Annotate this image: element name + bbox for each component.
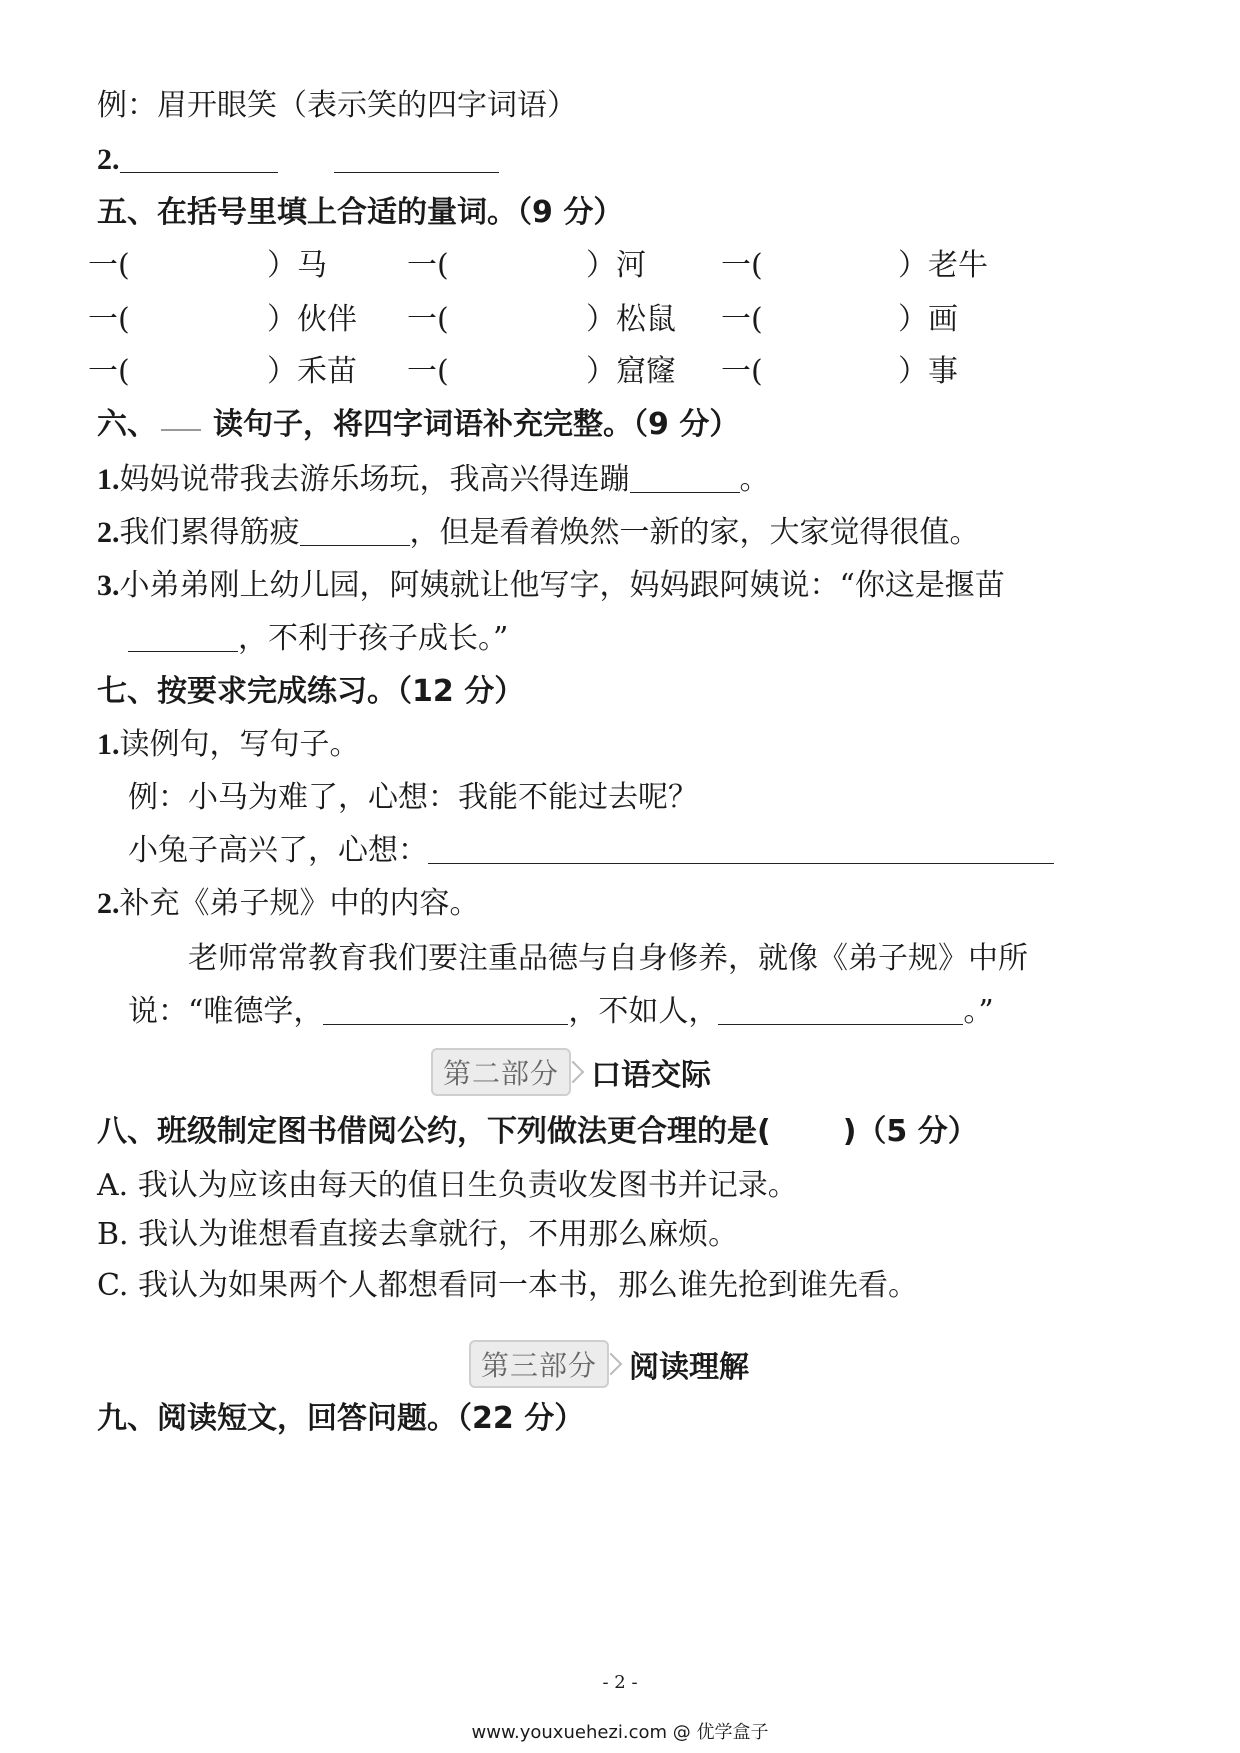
measure-open: 一( [721,248,763,283]
measure-answer: ）伙伴 [267,302,357,337]
section-5-heading: 五、在括号里填上合适的量词。（9 分） [97,195,624,230]
answer-blank[interactable] [128,622,238,652]
section-6-item-2 [97,513,980,553]
item-text-end: 。 [739,462,770,497]
item-text: 说：“唯德学， [128,994,324,1029]
measure-answer: ）老牛 [898,248,988,283]
measure-answer: ）马 [267,248,327,283]
answer-line[interactable] [428,834,1054,864]
item-text-end: 。” [963,994,994,1029]
section-7-q2 [97,884,480,924]
item-2-line [97,140,499,180]
part-2-title: 口语交际 [591,1058,712,1093]
reading-icon [161,421,201,431]
item-text: 小弟弟刚上幼儿园，阿姨就让他写字，妈妈跟阿姨说：“你这是揠苗 [119,568,1005,603]
item-text: 小兔子高兴了，心想： [128,833,428,868]
section-7-q1-example: 例：小马为难了，心想：我能不能过去呢？ [128,780,698,815]
item-text-end: ，但是看着焕然一新的家，大家觉得很值。 [409,515,980,550]
item-text-end: ，不利于孩子成长。” [238,621,509,656]
section-7-heading: 七、按要求完成练习。（12 分） [97,674,525,709]
item-number: 2. [97,887,120,920]
answer-blank[interactable] [300,516,410,546]
part-2-badge: 第二部分 [431,1048,571,1096]
item-number: 1. [97,463,120,496]
section-6-item-3 [97,566,1005,606]
answer-blank[interactable] [323,995,568,1025]
item-number: 1. [97,728,120,761]
section-7-q2-fill [128,992,994,1032]
measure-open: 一( [407,354,449,389]
answer-blank[interactable] [718,995,963,1025]
item-text: 读例句，写句子。 [119,727,360,762]
option-a[interactable]: A. 我认为应该由每天的值日生负责收发图书并记录。 [97,1168,798,1203]
section-9-heading: 九、阅读短文，回答问题。（22 分） [97,1401,585,1436]
item-2-number: 2. [97,143,120,176]
section-7-q1 [97,725,360,765]
footer-url: www.youxuehezi.com @ 优学盒子 [471,1722,769,1743]
section-8-heading-text: 八、班级制定图书借阅公约，下列做法更合理的是( [97,1114,771,1149]
measure-open: 一( [88,248,130,283]
answer-blank-1[interactable] [120,143,278,173]
part-3-section-banner [469,1340,749,1388]
measure-open: 一( [721,302,763,337]
page-number: - 2 - [602,1672,638,1693]
measure-open: 一( [88,302,130,337]
section-6-item-3-cont [128,619,508,659]
item-number: 3. [97,569,120,602]
measure-answer: ）事 [898,354,958,389]
measure-open: 一( [407,248,449,283]
item-text: 补充《弟子规》中的内容。 [119,886,480,921]
section-6-heading-text: 读句子，将四字词语补充完整。（9 分） [213,407,740,442]
part-3-title: 阅读理解 [629,1350,750,1385]
section-6-prefix: 六、 [97,407,157,442]
measure-open: 一( [407,302,449,337]
option-c[interactable]: C. 我认为如果两个人都想看同一本书，那么谁先抢到谁先看。 [97,1268,918,1303]
answer-blank[interactable] [630,463,740,493]
section-8-heading [97,1112,978,1152]
part-2-section-banner [431,1048,711,1096]
section-7-q2-paragraph: 老师常常教育我们要注重品德与自身修养，就像《弟子规》中所 [188,941,1028,976]
measure-answer: ）窟窿 [586,354,676,389]
item-text: 我们累得筋疲 [119,515,300,550]
option-b[interactable]: B. 我认为谁想看直接去拿就行，不用那么麻烦。 [97,1217,739,1252]
section-6-item-1 [97,460,770,500]
answer-blank-2[interactable] [334,143,499,173]
item-text: ，不如人， [568,994,719,1029]
measure-answer: ）禾苗 [267,354,357,389]
item-number: 2. [97,516,120,549]
measure-open: 一( [721,354,763,389]
measure-answer: ）画 [898,302,958,337]
measure-answer: ）松鼠 [586,302,676,337]
section-7-q1-task [128,831,1054,871]
measure-open: 一( [88,354,130,389]
example-line: 例：眉开眼笑（表示笑的四字词语） [97,88,577,123]
section-8-heading-end: )（5 分） [842,1114,978,1149]
measure-answer: ）河 [586,248,646,283]
section-6-heading [97,405,739,445]
part-3-badge: 第三部分 [469,1340,609,1388]
item-text: 妈妈说带我去游乐场玩，我高兴得连蹦 [119,462,630,497]
